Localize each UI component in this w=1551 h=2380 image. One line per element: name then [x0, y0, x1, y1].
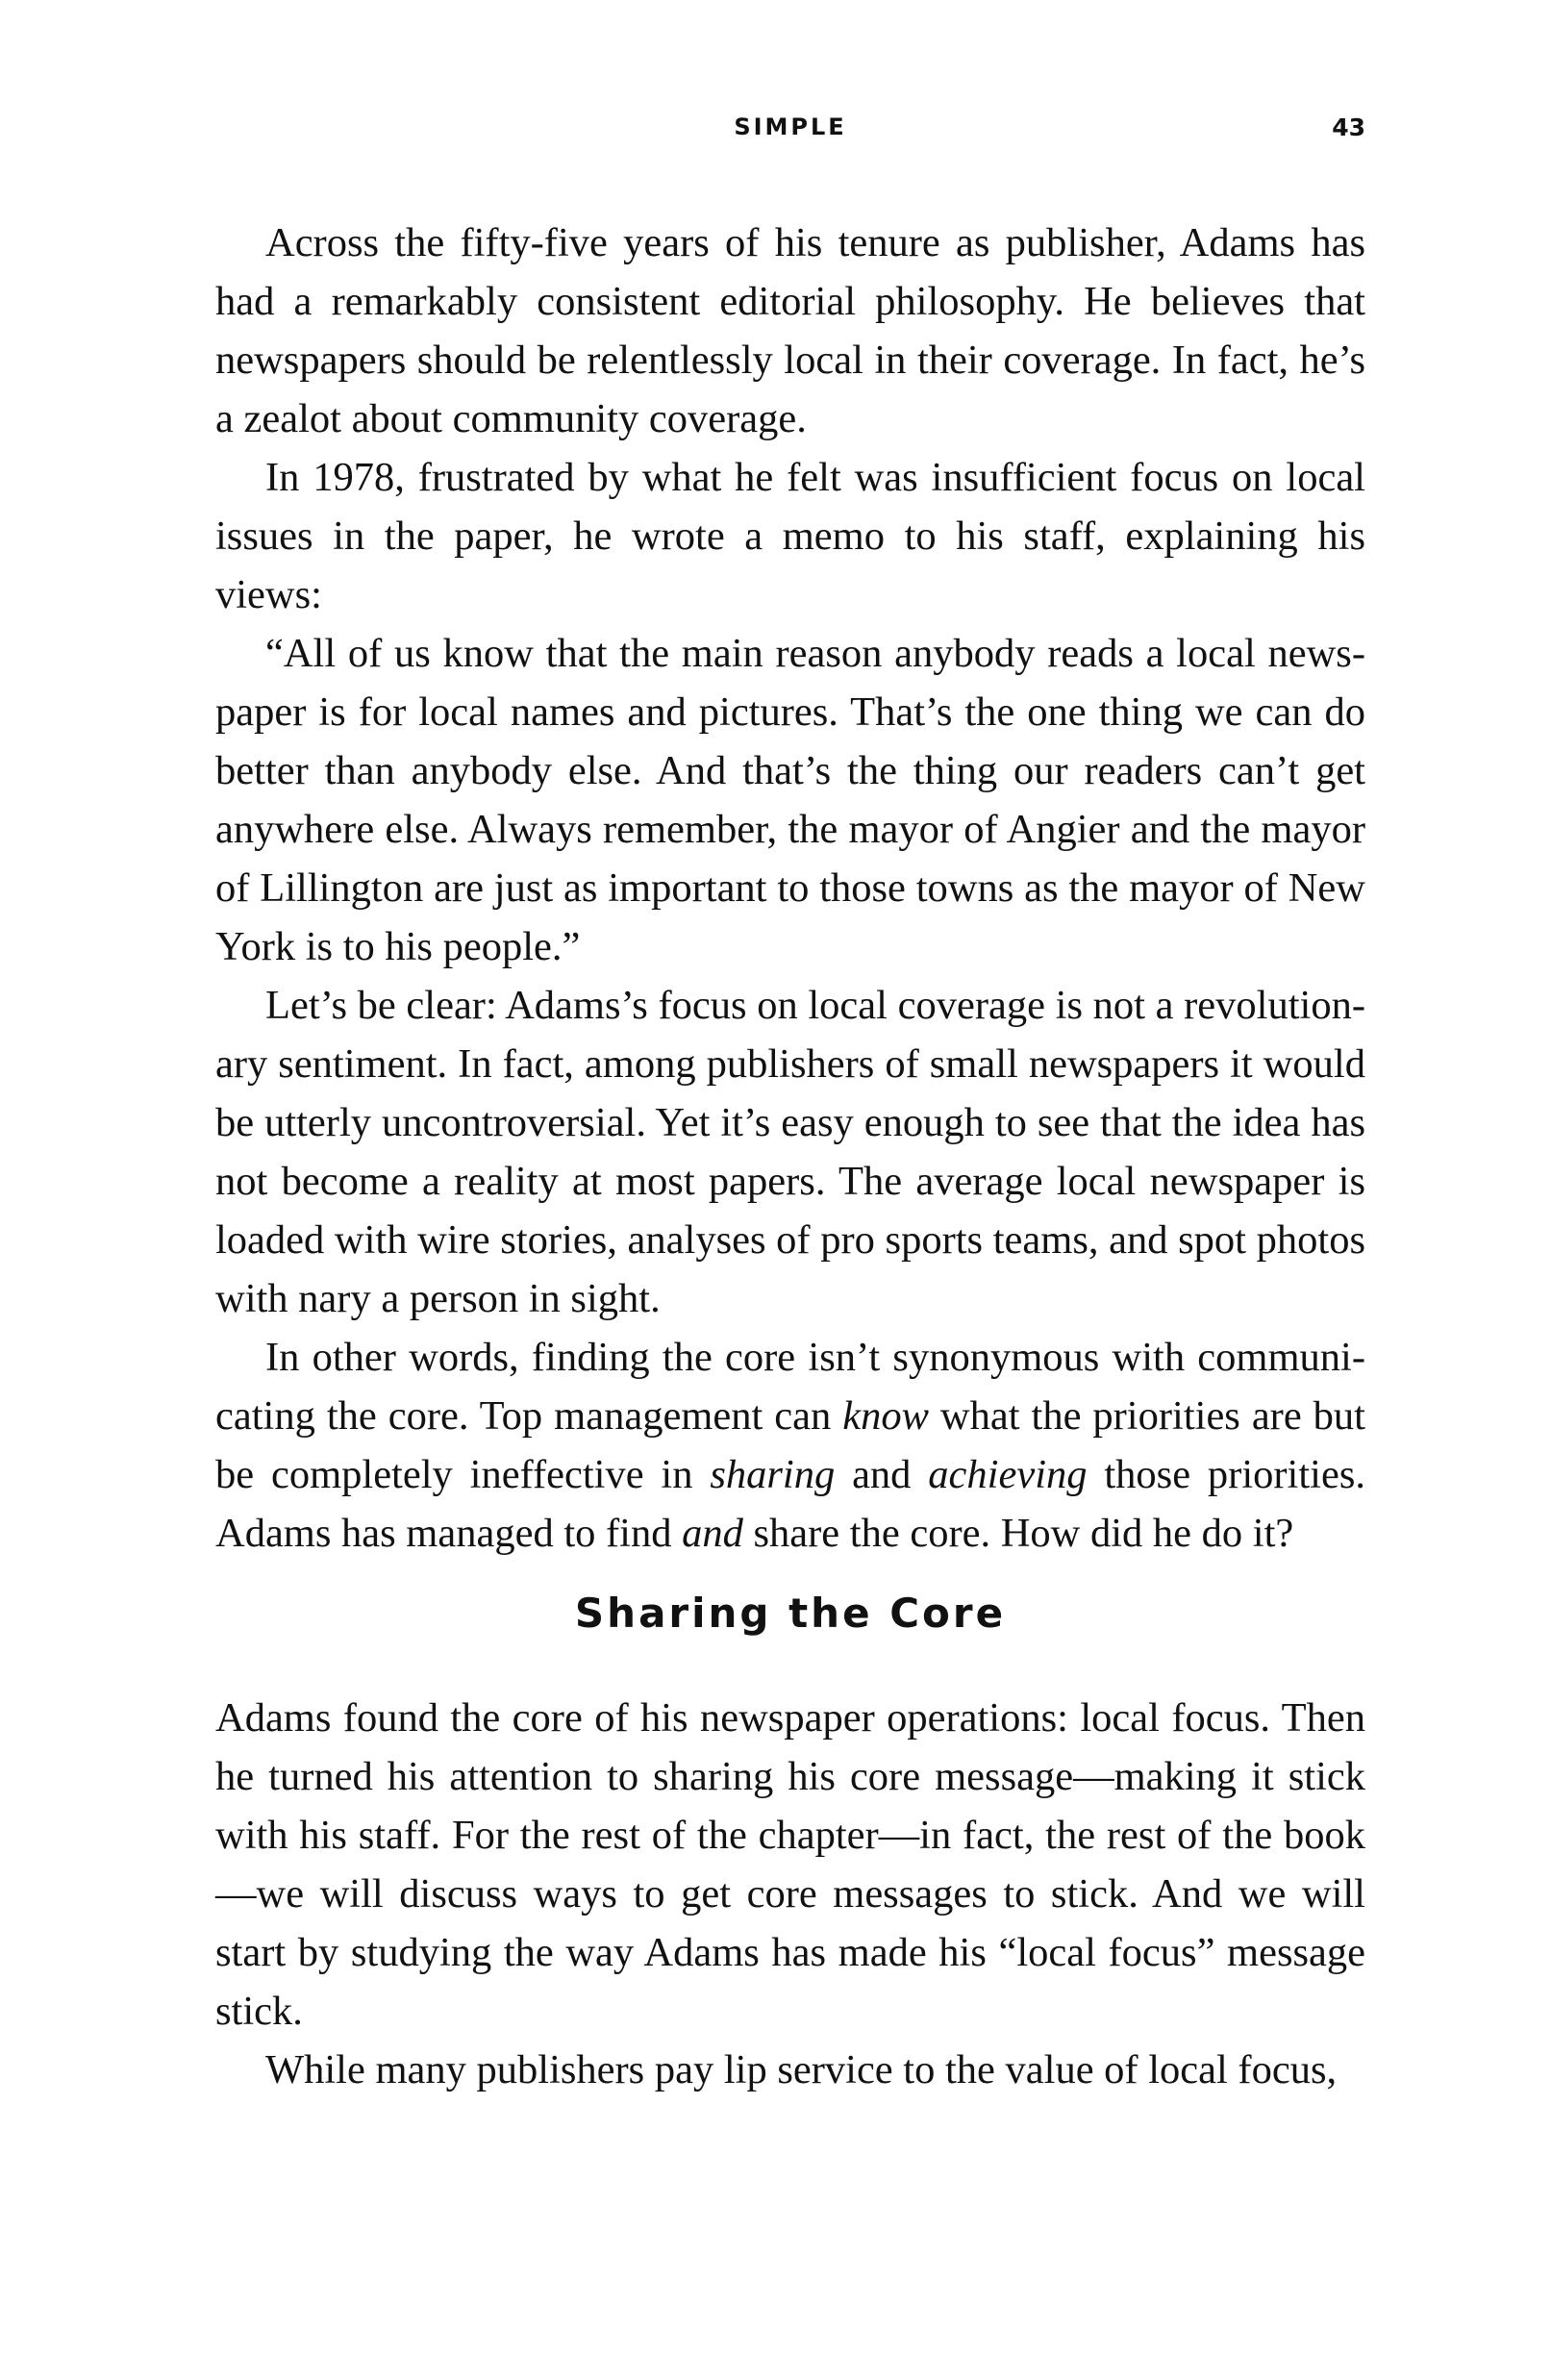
- emphasis-and: and: [682, 1511, 743, 1556]
- text-run: share the core. How did he do it?: [742, 1511, 1294, 1556]
- body-text-before-heading: [215, 213, 1365, 1563]
- text-run: In other words, finding the core isn’t synonymous with communicating the core. Top management can: [215, 1335, 1365, 1439]
- running-title: SIMPLE: [734, 113, 847, 140]
- emphasis-know: know: [842, 1393, 929, 1439]
- paragraph: Across the fifty-five years of his tenure as publisher, Adams has had a remarkably consistent editorial philosophy. He believes that newspapers should be relentlessly local in their coverage. In fact, he’s a zealot about community coverage.: [215, 220, 1365, 441]
- paragraph: In 1978, frustrated by what he felt was insufficient focus on local issues in the paper, he wrote a memo to his staff, explaining his views:: [215, 455, 1365, 617]
- paragraph: Let’s be clear: Adams’s focus on local coverage is not a revolutionary sentiment. In fact, among publishers of small newspapers it would be utterly uncontroversial. Yet it’s easy enough to see that the idea has not become a reality at most papers. The average local newspaper is loaded with wire stories, analyses of pro sports teams, and spot photos with nary a person in sight.: [215, 983, 1365, 1321]
- emphasis-sharing: sharing: [710, 1452, 836, 1497]
- text-run: those priorities. Adams has managed to find: [215, 1452, 1365, 1556]
- text-run: and: [835, 1452, 929, 1497]
- page-number: 43: [1332, 113, 1365, 141]
- paragraph: Adams found the core of his newspaper operations: local focus. Then he turned his attention to sharing his core message—making it stick with his staff. For the rest of the chapter—in fact, the rest of the book—we will discuss ways to get core messages to stick. And we will start by studying the way Adams has made his “local focus” message stick.: [215, 1695, 1365, 2034]
- paragraph-quote: “All of us know that the main reason anybody reads a local newspaper is for local names and pictures. That’s the one thing we can do better than anybody else. And that’s the thing our readers can’t get anywhere else. Always remember, the mayor of Angier and the mayor of Lillington are just as important to those towns as the mayor of New York is to his people.”: [215, 631, 1365, 969]
- body-text-after-heading: [215, 1689, 1365, 2099]
- emphasis-achieving: achieving: [928, 1452, 1088, 1497]
- running-head: [215, 113, 1365, 158]
- section-heading: Sharing the Core: [574, 1590, 1007, 1637]
- paragraph: While many publishers pay lip service to the value of local focus,: [265, 2047, 1338, 2092]
- text-run: what the priorities are but be completely ineffective in: [215, 1393, 1365, 1497]
- paragraph: [215, 1328, 1365, 1563]
